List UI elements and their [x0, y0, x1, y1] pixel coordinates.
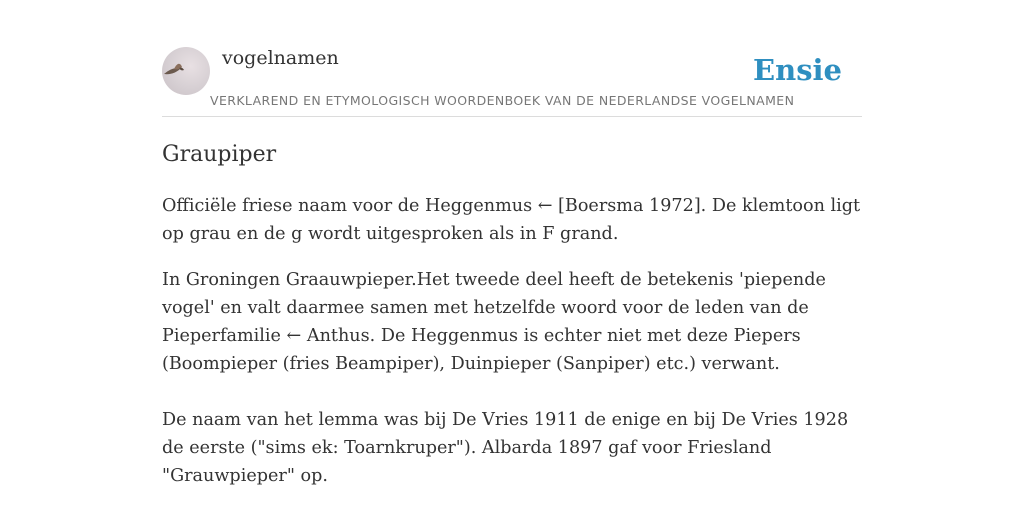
entry-paragraph-2: In Groningen Graauwpieper.Het tweede deel heeft de betekenis 'piepende vogel' en valt daarmee samen met hetzelfde woord voor de leden van de Pieperfamilie ← Anthus. De Heggenmus is echter niet met deze Piepers (Boompieper (fries Beampiper), Duinpieper (Sanpiper) etc.) verwant.: [162, 270, 826, 374]
entry-paragraph-3: De naam van het lemma was bij De Vries 1911 de enige en bij De Vries 1928 de eerste ("sims ek: Toarnkruper"). Albarda 1897 gaf voor Friesland "Grauwpieper" op.: [162, 410, 849, 486]
entry-content: [162, 140, 862, 490]
bird-icon: [162, 47, 210, 95]
site-name[interactable]: vogelnamen: [222, 47, 339, 69]
avatar[interactable]: [162, 47, 210, 95]
entry-title: Graupiper: [162, 142, 277, 167]
site-header: [162, 46, 862, 117]
brand-logo[interactable]: Ensie: [753, 53, 842, 87]
site-subtitle: VERKLAREND EN ETYMOLOGISCH WOORDENBOEK VAN DE NEDERLANDSE VOGELNAMEN: [210, 93, 795, 108]
entry-paragraph-1: Officiële friese naam voor de Heggenmus ← [Boersma 1972]. De klemtoon ligt op grau en de g wordt uitgesproken als in F grand.: [162, 196, 861, 244]
